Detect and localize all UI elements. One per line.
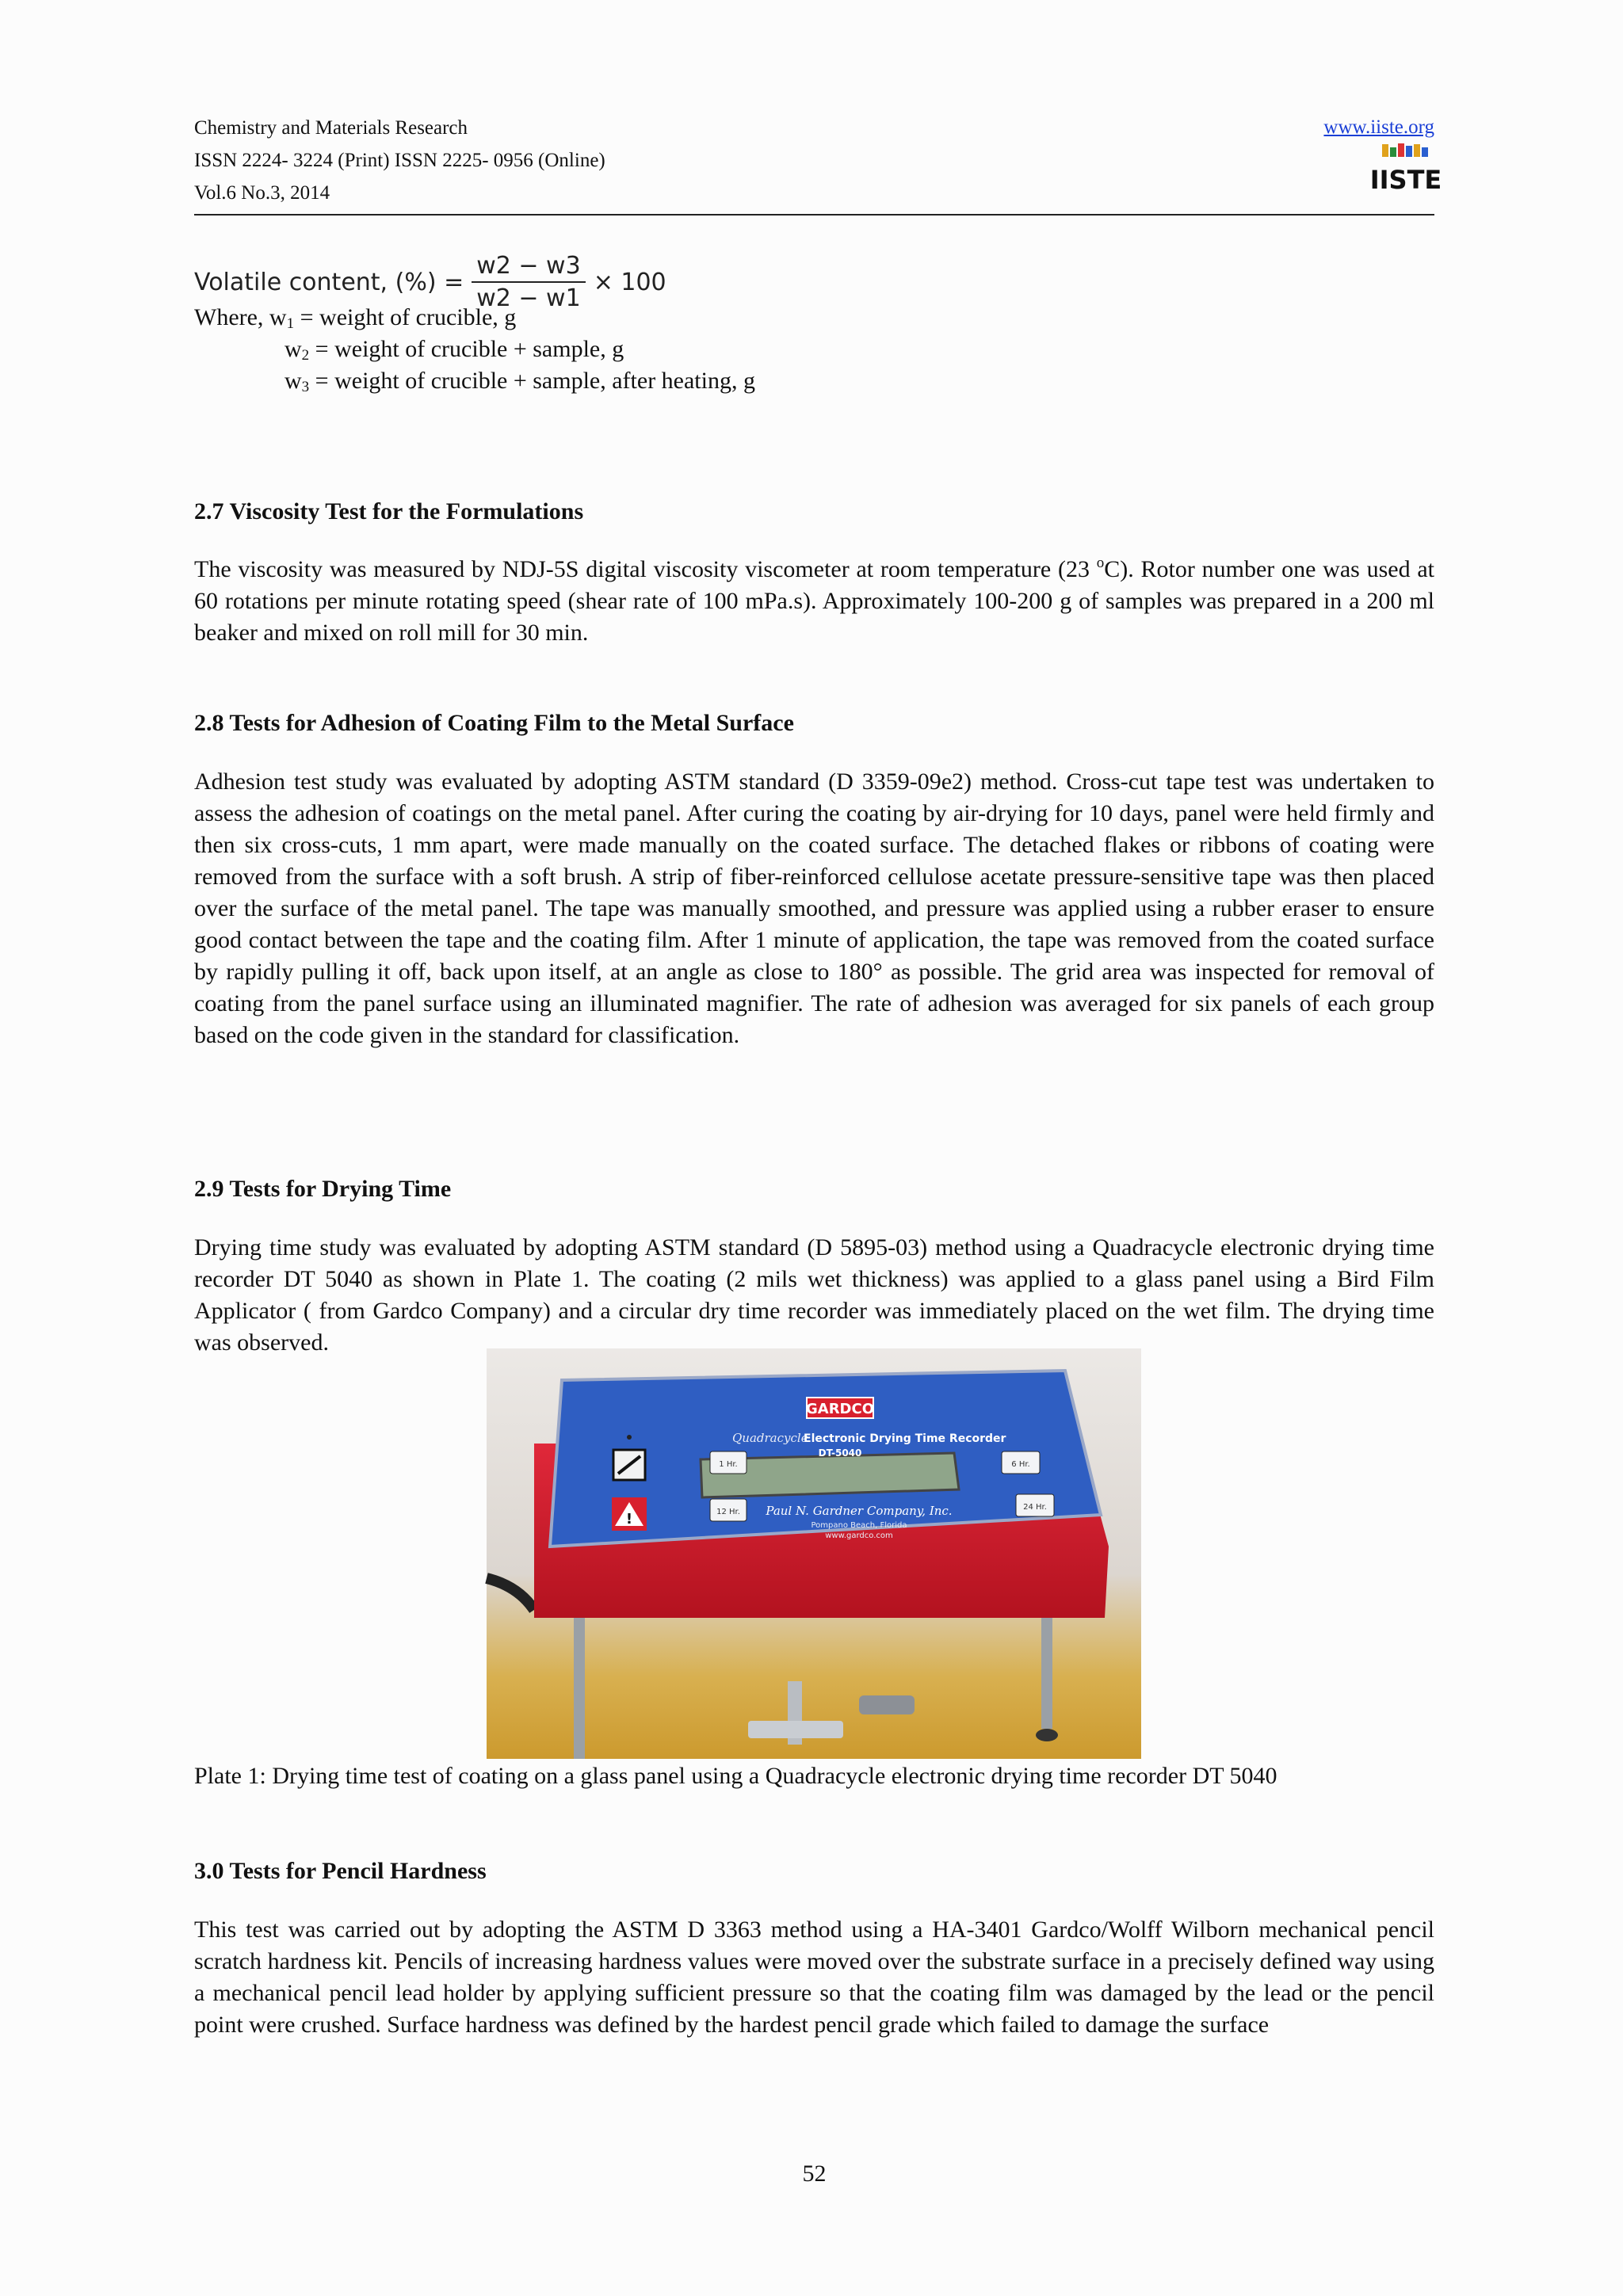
formula-numerator: w2 − w3 [472, 252, 585, 283]
svg-text:Pompano Beach, Florida: Pompano Beach, Florida [811, 1521, 907, 1530]
svg-text:DT-5040: DT-5040 [818, 1447, 862, 1459]
svg-text:1 Hr.: 1 Hr. [719, 1460, 738, 1469]
svg-text:GARDCO: GARDCO [805, 1401, 875, 1417]
journal-url-link[interactable]: www.iiste.org [1323, 116, 1434, 138]
section-2-7-heading: 2.7 Viscosity Test for the Formulations [194, 498, 584, 524]
issn-line: ISSN 2224- 3224 (Print) ISSN 2225- 0956 (Online) [194, 150, 605, 171]
plate-1-caption: Plate 1: Drying time test of coating on a glass panel using a Quadracycle electronic drying time recorder DT 5040 [194, 1763, 1277, 1789]
svg-text:!: ! [625, 1511, 633, 1527]
paper-page [194, 0, 1442, 2296]
svg-text:Electronic Drying Time Recorde: Electronic Drying Time Recorder [804, 1432, 1006, 1445]
section-3-0-heading: 3.0 Tests for Pencil Hardness [194, 1858, 487, 1884]
svg-text:www.gardco.com: www.gardco.com [825, 1531, 893, 1540]
drying-time-recorder-photo [487, 1348, 1141, 1759]
where-line-1: Where, $w_1$ = weight of crucible, g [194, 304, 517, 332]
formula-rhs: × 100 [593, 268, 666, 296]
section-2-8-body: Adhesion test study was evaluated by adopting ASTM standard (D 3359-09e2) method. Cross-cut tape test was undertaken to assess the adhesion of coatings on the metal panel. After curing the coating by air-drying for 10 days, panel were held firmly and then six cross-cuts, 1 mm apart, were made manually on the coated surface. The detached flakes or ribbons of coating were removed from the surface with a soft brush. A strip of fiber-reinforced cellulose acetate pressure-sensitive tape was then placed over the surface of the metal panel. The tape was manually smoothed, and pressure was applied using a rubber eraser to ensure good contact between the tape and the coating film. After 1 minute of application, the tape was removed from the coated surface by rapidly pulling it off, back upon itself, at an angle as close to 180° as possible. The grid area was inspected for removal of coating from the panel surface using an illuminated magnifier. The rate of adhesion was averaged for six panels of each group based on the code given in the standard for classification. [194, 769, 1434, 1048]
iiste-logo-icon [1369, 143, 1442, 200]
section-2-7-body: The viscosity was measured by NDJ-5S digital viscosity viscometer at room temperature (23 $^o$C). Rotor number one was used at 60 rotations per minute rotating speed (shear rate of 100 mPa.s). Approximately 100-200 g of samples was prepared in a 200 ml beaker and mixed on roll mill for 30 min. [194, 555, 1434, 646]
section-2-8-heading: 2.8 Tests for Adhesion of Coating Film to the Metal Surface [194, 710, 794, 736]
page-number: 52 [802, 2161, 827, 2187]
volume-line: Vol.6 No.3, 2014 [194, 182, 330, 204]
where-line-2: $w_2$ = weight of crucible + sample, g [285, 336, 624, 364]
svg-text:6 Hr.: 6 Hr. [1011, 1460, 1030, 1469]
journal-name: Chemistry and Materials Research [194, 117, 468, 139]
svg-text:IISTE: IISTE [1369, 165, 1442, 195]
drying-recorder-illustration [487, 1348, 1141, 1759]
svg-text:24 Hr.: 24 Hr. [1023, 1503, 1047, 1512]
formula-denominator: w2 − w1 [476, 284, 581, 312]
svg-text:Paul N. Gardner Company, Inc.: Paul N. Gardner Company, Inc. [766, 1504, 953, 1518]
svg-text:Quadracycle: Quadracycle [732, 1431, 808, 1445]
where-line-3: $w_3$ = weight of crucible + sample, after heating, g [285, 368, 755, 395]
header-rule [194, 214, 1434, 215]
formula-lhs: Volatile content, (%) = [194, 268, 464, 296]
section-2-9-body: Drying time study was evaluated by adopting ASTM standard (D 5895-03) method using a Quadracycle electronic drying time recorder DT 5040 as shown in Plate 1. The coating (2 mils wet thickness) was applied to a glass panel using a Bird Film Applicator ( from Gardco Company) and a circular dry time recorder was immediately placed on the wet film. The drying time was observed. [194, 1234, 1434, 1356]
svg-text:12 Hr.: 12 Hr. [716, 1508, 740, 1516]
section-3-0-body: This test was carried out by adopting the ASTM D 3363 method using a HA-3401 Gardco/Wolff Wilborn mechanical pencil scratch hardness kit. Pencils of increasing hardness values were moved over the substrate surface in a precisely defined way using a mechanical pencil lead holder by applying sufficient pressure so that the coating film was damaged by the lead or the pencil point were crushed. Surface hardness was defined by the hardest pencil grade which failed to damage the surface [194, 1917, 1434, 2038]
section-2-9-heading: 2.9 Tests for Drying Time [194, 1176, 452, 1202]
